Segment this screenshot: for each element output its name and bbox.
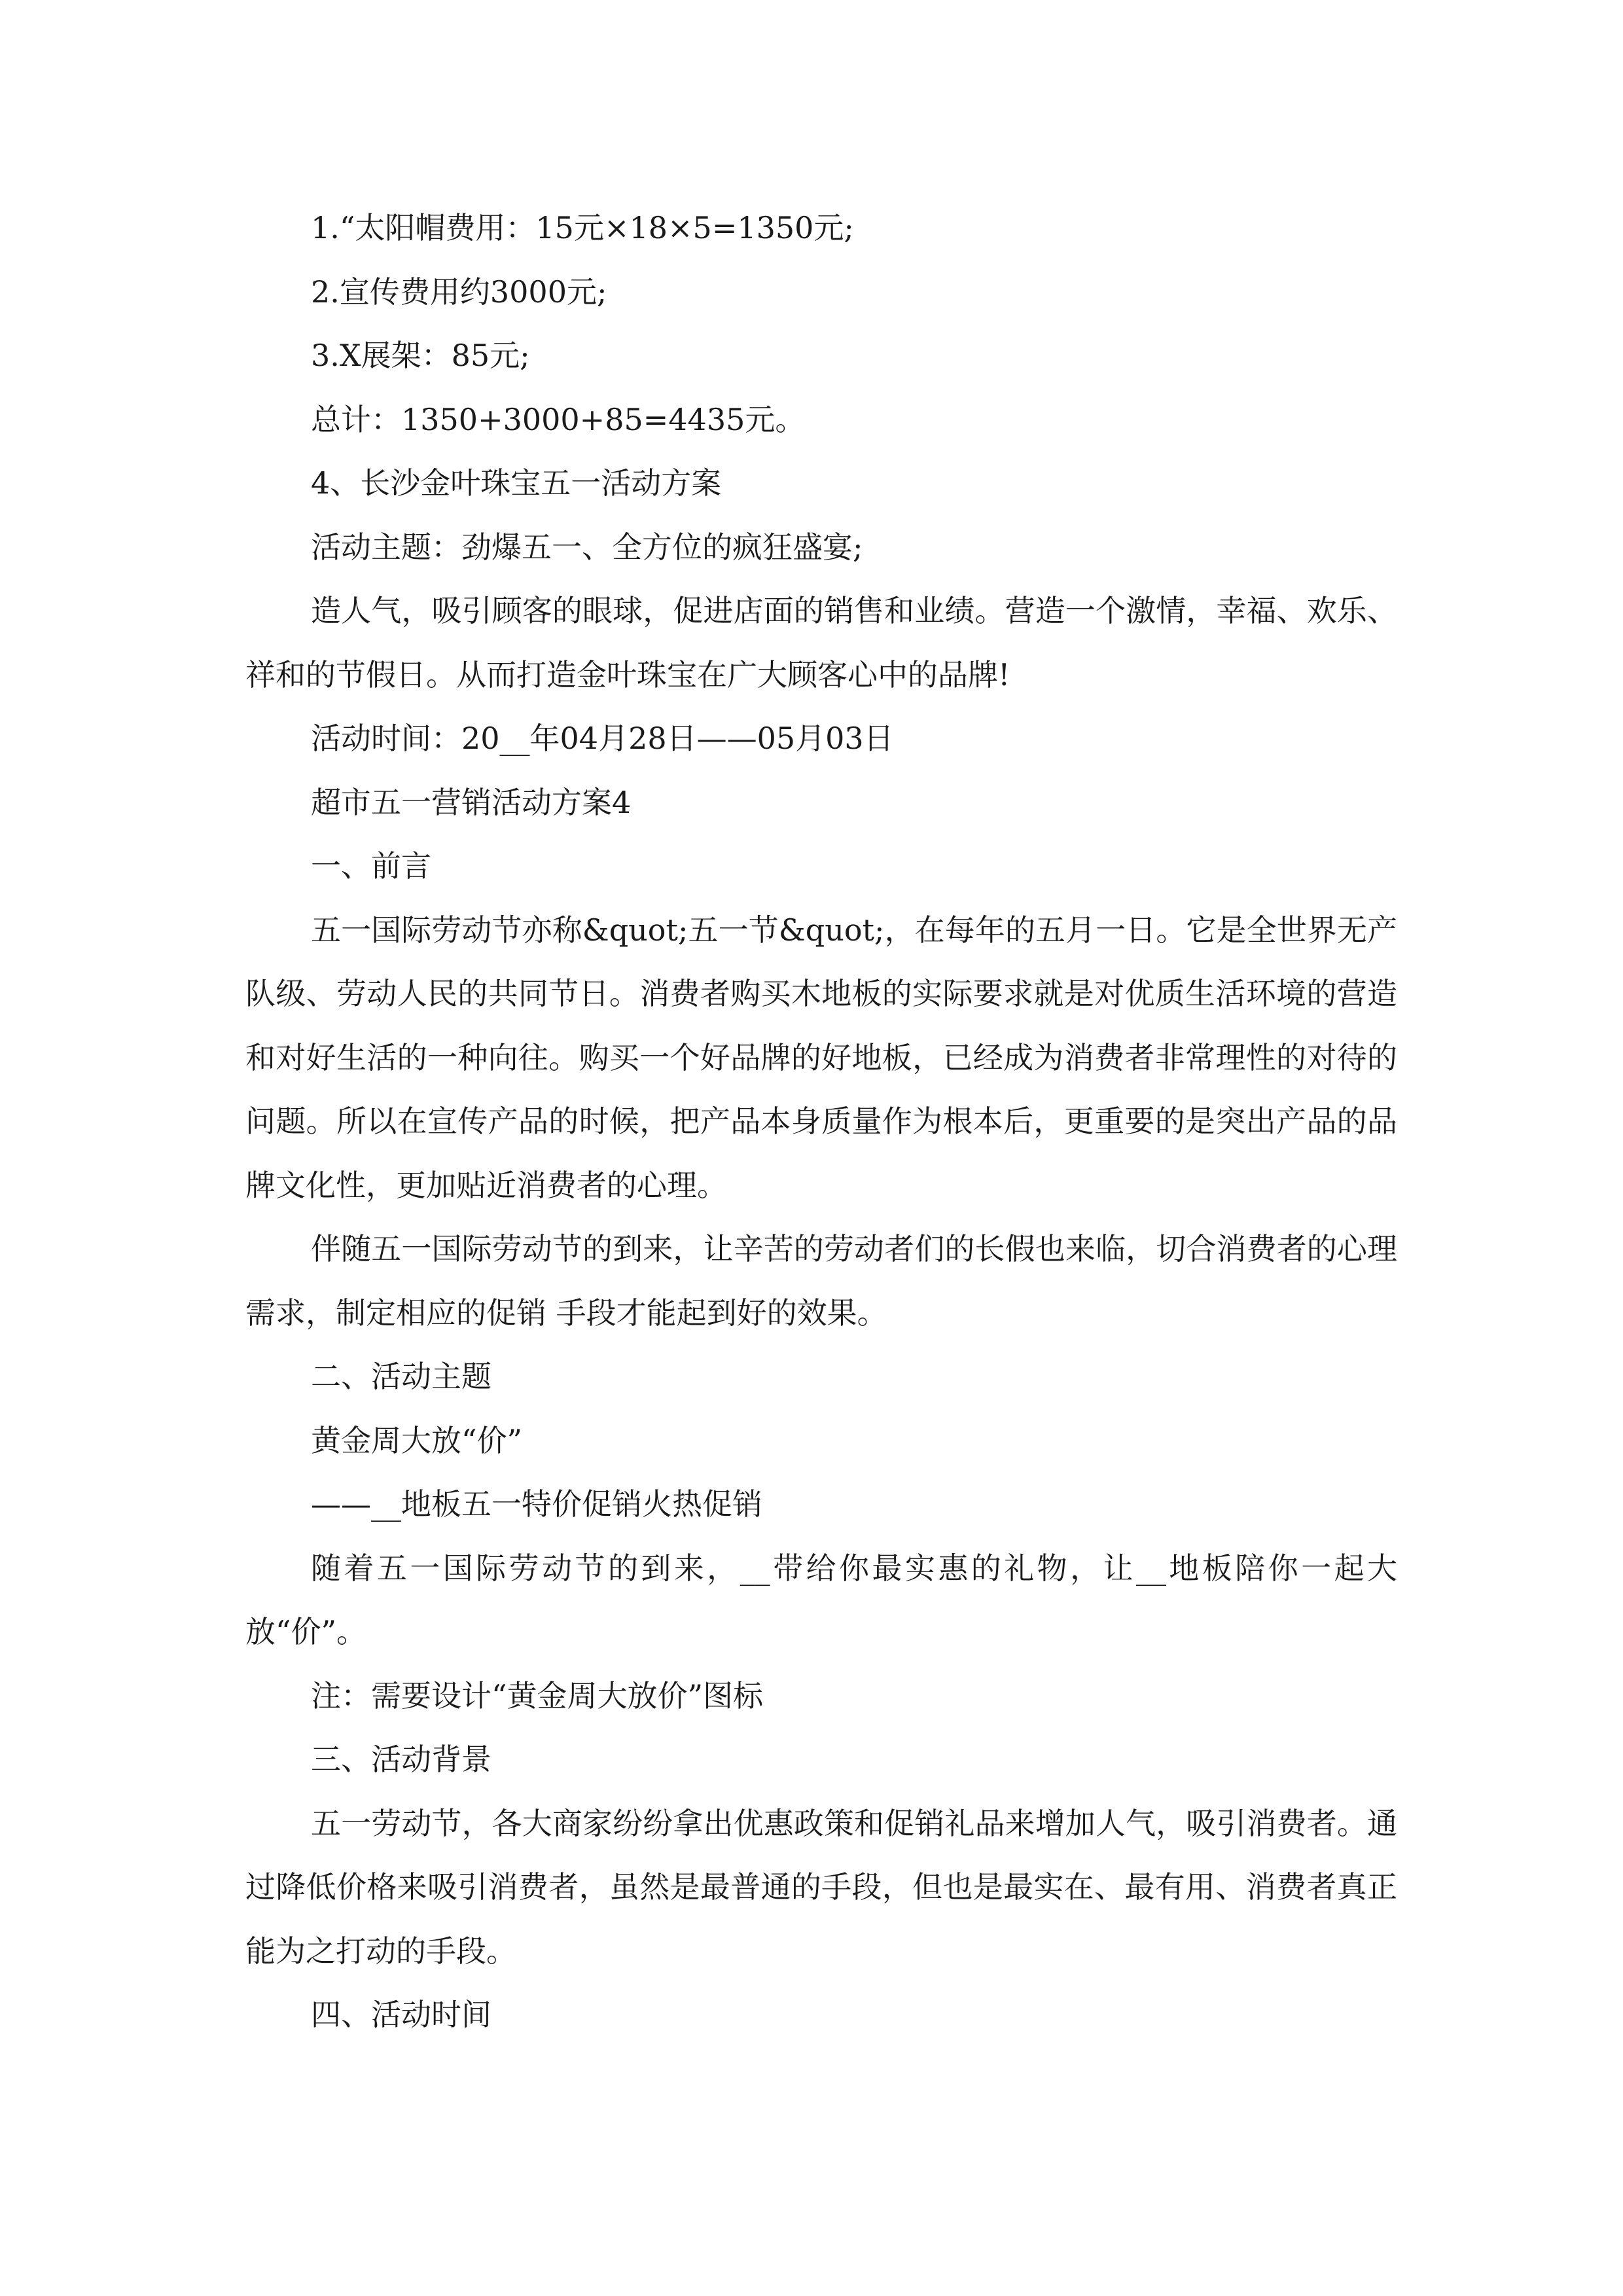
paragraph-theme-note: 注：需要设计“黄金周大放价”图标 (311, 1677, 764, 1713)
paragraph-activity-goal: 造人气，吸引顾客的眼球，促进店面的销售和业绩。营造一个激情，幸福、欢乐、祥和的节假日。从而打造金叶珠宝在广大顾客心中的品牌! (245, 593, 1397, 692)
paragraph-cost-total: 总计：1350+3000+85=4435元。 (311, 401, 806, 437)
paragraph-theme-slogan: 黄金周大放“价” (311, 1422, 523, 1458)
paragraph-cost-promotion: 2.宣传费用约3000元; (311, 274, 607, 310)
paragraph-activity-theme: 活动主题：劲爆五一、全方位的疯狂盛宴; (311, 529, 863, 565)
section-heading-preface: 一、前言 (311, 848, 431, 884)
paragraph-theme-body: 随着五一国际劳动节的到来，__带给你最实惠的礼物，让__地板陪你一起大放“价”。 (245, 1550, 1397, 1649)
paragraph-preface-body: 五一国际劳动节亦称&quot;五一节&quot;，在每年的五月一日。它是全世界无产队级、劳动人民的共同节日。消费者购买木地板的实际要求就是对优质生活环境的营造和对好生活的一种向往。购买一个好品牌的好地板，已经成为消费者非常理性的对待的问题。所以在宣传产品的时候，把产品本身质量作为根本后，更重要的是突出产品的品牌文化性，更加贴近消费者的心理。 (245, 912, 1397, 1203)
section-heading-jinye-plan: 4、长沙金叶珠宝五一活动方案 (311, 465, 722, 501)
section-heading-background: 三、活动背景 (311, 1742, 491, 1777)
paragraph-background-body: 五一劳动节，各大商家纷纷拿出优惠政策和促销礼品来增加人气，吸引消费者。通过降低价格来吸引消费者，虽然是最普通的手段，但也是最实在、最有用、消费者真正能为之打动的手段。 (245, 1805, 1397, 1969)
paragraph-theme-subtitle: ——__地板五一特价促销火热促销 (311, 1486, 762, 1522)
section-heading-theme: 二、活动主题 (311, 1359, 491, 1394)
section-heading-time: 四、活动时间 (311, 1997, 491, 2032)
document-body (245, 196, 1397, 2047)
section-heading-supermarket-plan: 超市五一营销活动方案4 (311, 784, 632, 820)
paragraph-activity-time: 活动时间：20__年04月28日——05月03日 (311, 721, 894, 756)
paragraph-cost-sunhat: 1.“太阳帽费用：15元×18×5=1350元; (311, 210, 854, 245)
paragraph-cost-x-stand: 3.X展架：85元; (311, 338, 530, 373)
paragraph-preface-followup: 伴随五一国际劳动节的到来，让辛苦的劳动者们的长假也来临，切合消费者的心理需求，制定相应的促销 手段才能起到好的效果。 (245, 1231, 1397, 1331)
